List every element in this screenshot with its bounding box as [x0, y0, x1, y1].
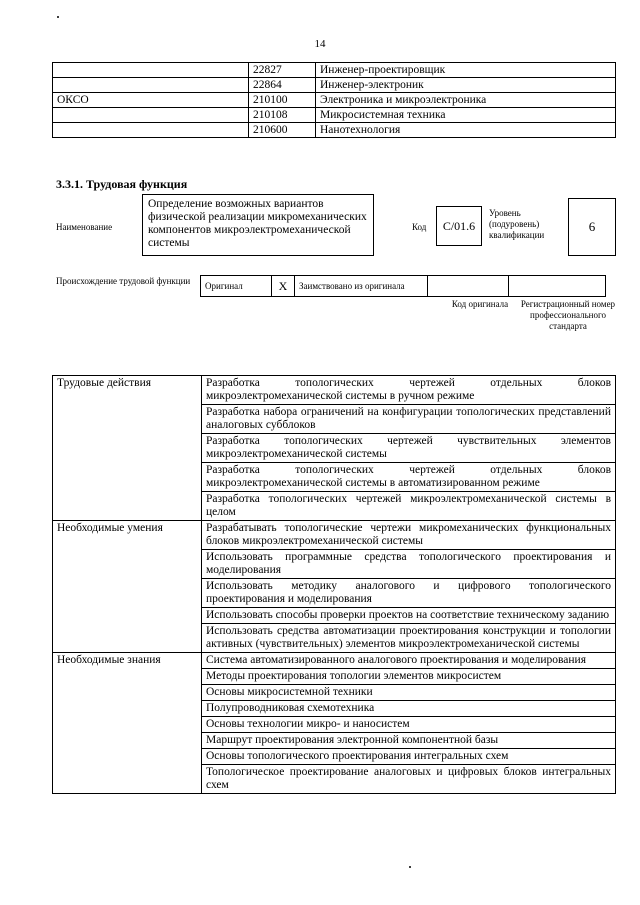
- section-category: Необходимые знания: [53, 653, 202, 794]
- okso-category: ОКСО: [53, 93, 249, 108]
- scan-speck: [57, 16, 59, 18]
- function-code: C/01.6: [436, 206, 482, 246]
- page-number: 14: [314, 38, 326, 50]
- name-label: Наименование: [56, 222, 113, 232]
- table-row: [53, 78, 616, 93]
- table-row: [53, 63, 616, 78]
- table-row: [53, 521, 616, 550]
- section-title: 3.3.1. Трудовая функция: [56, 177, 188, 191]
- table-row: [53, 376, 616, 405]
- section-item: Основы топологического проектирования интегральных схем: [202, 749, 616, 765]
- section-item: Полупроводниковая схемотехника: [202, 701, 616, 717]
- scan-speck: [409, 866, 411, 868]
- qualification-level: 6: [568, 198, 616, 256]
- origin-label: Происхождение трудовой функции: [56, 276, 191, 286]
- okso-name: Инженер-электроник: [316, 78, 616, 93]
- section-item: Маршрут проектирования электронной компонентной базы: [202, 733, 616, 749]
- section-item: Система автоматизированного аналогового проектирования и моделирования: [202, 653, 616, 669]
- section-item: Методы проектирования топологии элементов микросистем: [202, 669, 616, 685]
- table-row: [53, 93, 616, 108]
- borrowed-label: Заимствовано из оригинала: [295, 276, 428, 297]
- section-item: Разработка топологических чертежей микроэлектромеханической системы в целом: [202, 492, 616, 521]
- section-category: Трудовые действия: [53, 376, 202, 521]
- original-code-cell: [428, 276, 509, 297]
- reg-caption: Регистрационный номер профессионального стандарта: [520, 299, 616, 331]
- original-mark: X: [272, 276, 295, 297]
- section-item: Разработка топологических чертежей чувствительных элементов микроэлектромеханической системы: [202, 434, 616, 463]
- code-label: Код: [412, 222, 427, 232]
- section-item: Разработка топологических чертежей отдельных блоков микроэлектромеханической системы в ручном режиме: [202, 376, 616, 405]
- origin-table: [200, 275, 606, 297]
- table-row: [201, 276, 606, 297]
- function-details-table: [52, 375, 616, 794]
- okso-code: 210100: [249, 93, 316, 108]
- level-label: Уровень (подуровень) квалификации: [489, 208, 545, 240]
- okso-code: 210108: [249, 108, 316, 123]
- original-label: Оригинал: [201, 276, 272, 297]
- section-item: Основы технологии микро- и наносистем: [202, 717, 616, 733]
- section-item: Использовать методику аналогового и цифрового топологического проектирования и моделирования: [202, 579, 616, 608]
- okso-name: Инженер-проектировщик: [316, 63, 616, 78]
- section-item: Разработка набора ограничений на конфигурации топологических представлений аналоговых субблоков: [202, 405, 616, 434]
- okso-name: Микросистемная техника: [316, 108, 616, 123]
- section-item: Разработка топологических чертежей отдельных блоков микроэлектромеханической системы в автоматизированном режиме: [202, 463, 616, 492]
- section-item: Использовать программные средства топологического проектирования и моделирования: [202, 550, 616, 579]
- section-item: Разрабатывать топологические чертежи микромеханических функциональных блоков микроэлектромеханической системы: [202, 521, 616, 550]
- section-item: Топологическое проектирование аналоговых и цифровых блоков интегральных схем: [202, 765, 616, 794]
- function-name: Определение возможных вариантов физической реализации микромеханических компонентов микроэлектромеханической системы: [142, 194, 374, 256]
- okso-code: 22864: [249, 78, 316, 93]
- okso-name: Электроника и микроэлектроника: [316, 93, 616, 108]
- okso-name: Нанотехнология: [316, 123, 616, 138]
- table-row: [53, 123, 616, 138]
- okso-code: 210600: [249, 123, 316, 138]
- okso-table: [52, 62, 616, 138]
- reg-number-cell: [509, 276, 606, 297]
- section-item: Использовать средства автоматизации проектирования конструкции и топологии активных (чувствительных) элементов микроэлектромеханической системы: [202, 624, 616, 653]
- okso-code: 22827: [249, 63, 316, 78]
- section-category: Необходимые умения: [53, 521, 202, 653]
- section-item: Использовать способы проверки проектов на соответствие техническому заданию: [202, 608, 616, 624]
- table-row: [53, 653, 616, 669]
- table-row: [53, 108, 616, 123]
- code-caption: Код оригинала: [451, 299, 509, 309]
- section-item: Основы микросистемной техники: [202, 685, 616, 701]
